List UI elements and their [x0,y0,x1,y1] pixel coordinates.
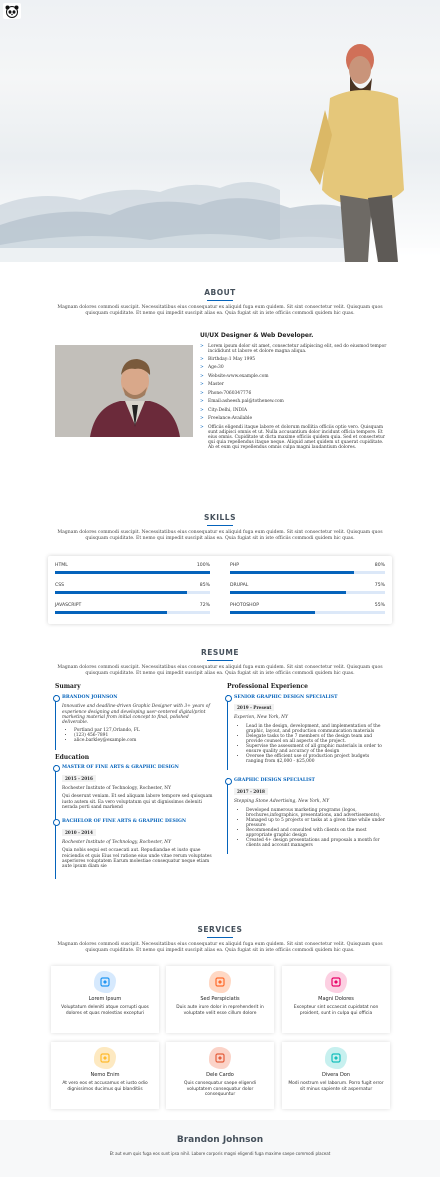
about-item: > Phone:7060347776 [200,390,252,396]
chevron-right-icon: > [200,416,204,422]
chevron-right-icon: > [200,365,204,371]
skills-description: Magnam dolores commodi suscipit. Necessitatibus eius consequatur ex aliquid fuga eum quidem. Sit sint consectetur velit. Quisquam quos quisquam cupiditate. Et nemo qui impedit suscipit alias ea. Quia fugiat sit in iste officiis commodi quidem hic quas. [57,530,383,542]
summary-item: BRANDON JOHNSON Innovative and deadline-driven Graphic Designer with 3+ years of experience designing and developing user-centered digital/print marketing material from initial concept to final, polished deliverable. • Portland par 127,Orlando, FL • (123) 456-7891 • alice.barkley@example.com [55,695,215,750]
chevron-right-icon: > [200,357,204,363]
service-card[interactable]: Lorem Ipsum Voluptatum deleniti atque corrupti quos dolores et quas molestias excepturi [51,966,159,1033]
summary-heading: Sumary [55,683,81,690]
services-title: SERVICES [197,925,243,934]
about-item: > Email:asheesh.pal@tothenew.com [200,399,284,405]
progress-fill [55,571,210,574]
chevron-right-icon: > [200,390,204,396]
chevron-right-icon: > [200,407,204,413]
about-item: > Birthday:1 May 1995 [200,357,256,363]
chevron-right-icon: > [200,343,204,349]
progress-fill [230,571,354,574]
education-item: MASTER OF FINE ARTS & GRAPHIC DESIGN 2015 - 2016 Rochester Institute of Technology, Rochester, NY Qui deserunt veniam. Et sed aliquam labore tempore sed quisquam iusto autem sit. Ea vero voluptatum qui ut dignissimos deleniti nerada porti sand markend [55,765,215,819]
progress-bar [230,571,385,574]
footer [0,1120,440,1177]
about-heading: UI/UX Designer & Web Developer. [200,332,314,339]
services-section [0,925,440,954]
about-item: > City:Delhi, INDIA [200,407,248,413]
about-item: > Officiis eligendi itaque labore et dolorum mollitia officiis optio vero. Quisquam sunt adipisci omnis et ut. Nulla accusantium dolor incidunt officia tempore. Et eius omnis. Cupiditate ut dicta maxime officiis quidem quia. Sed et consectetur qui quia repellendus itaque neque. Aliquid amet quidem ut quaerat cupiditate. Ab et eum qui repellendus omnis culpa magni laudantium dolores. [200,424,385,450]
file-icon [209,971,231,993]
resume-title-underline [207,660,233,661]
about-item: > Website:www.example.com [200,373,269,379]
chevron-right-icon: > [200,424,204,430]
resume-description: Magnam dolores commodi suscipit. Necessitatibus eius consequatur ex aliquid fuga eum quidem. Sit sint consectetur velit. Quisquam quos quisquam cupiditate. Et nemo qui impedit suscipit alias ea. Quia fugiat sit in iste officiis commodi quidem hic quas. [57,665,383,677]
experience-heading: Professional Experience [227,683,308,690]
skill-item: PHP 80% [230,563,385,574]
service-card[interactable]: Magni Dolores Excepteur sint occaecat cupidatat non proident, sunt in culpa qui officia [282,966,390,1033]
arch-icon [325,1047,347,1069]
progress-fill [230,611,315,614]
skill-item: JAVASCRIPT 72% [55,603,210,614]
services-title-underline [207,937,233,938]
about-item: > Lorem ipsum dolor sit amet, consectetur adipiscing elit, sed do eiusmod tempor incididunt ut labore et dolore magna aliqua. [200,343,387,354]
slideshow-icon [209,1047,231,1069]
education-heading: Education [55,753,90,761]
skills-section [0,513,440,542]
about-description: Magnam dolores commodi suscipit. Necessitatibus eius consequatur ex aliquid fuga eum quidem. Sit sint consectetur velit. Quisquam quos quisquam cupiditate. Et nemo qui impedit suscipit alias ea. Quia fugiat sit in iste officiis commodi quidem hic quas. [57,305,383,317]
panda-logo-icon [5,5,19,18]
progress-bar [230,611,385,614]
skills-title-underline [207,525,233,526]
about-item: > Freelance:Available [200,416,253,422]
footer-name: Brandon Johnson [176,1135,264,1145]
chevron-right-icon: > [200,373,204,379]
about-section [0,288,440,317]
about-item: > Master [200,382,224,388]
chevron-right-icon: > [200,399,204,405]
about-title-underline [207,300,233,301]
chevron-right-icon: > [200,382,204,388]
hero-banner [0,0,440,262]
tachometer-icon [325,971,347,993]
service-card[interactable]: Divera Don Modi nostrum vel laborum. Porro fugit error sit minus sapiente sit aspernatur [282,1042,390,1109]
resume-section [0,648,440,677]
footer-text: Et aut eum quis fuga eos sunt ipsa nihil. Labore corporis magni eligendi fuga maxime saepe commodi placeat [109,1151,331,1157]
skill-item: CSS 85% [55,583,210,594]
service-card[interactable]: Dele Cardo Quis consequatur saepe eligendi voluptatem consequatur dolor consequuntur [166,1042,274,1109]
services-description: Magnam dolores commodi suscipit. Necessitatibus eius consequatur ex aliquid fuga eum quidem. Sit sint consectetur velit. Quisquam quos quisquam cupiditate. Et nemo qui impedit suscipit alias ea. Quia fugiat sit in iste officiis commodi quidem hic quas. [57,942,383,954]
about-item: > Age:30 [200,365,224,371]
experience-item: GRAPHIC DESIGN SPECIALIST 2017 - 2018 Stepping Stone Advertising, New York, NY • Developed numerous marketing programs (logos, brochures,infographics, presentations, and advertisements). • Managed up to 5 projects or tasks at a given time while under pressure • Recommended and consulted with clients on the most appropriate graphic design • Created 4+ design presentations and proposals a month for clients and account managers [227,778,387,854]
pulse-icon [94,971,116,993]
skills-card [48,556,392,624]
progress-bar [55,611,210,614]
resume-right-column [227,683,387,854]
hero-image [0,0,440,262]
layer-icon [94,1047,116,1069]
experience-item: SENIOR GRAPHIC DESIGN SPECIALIST 2019 - Present Experion, New York, NY • Lead in the design, development, and implementation of the graphic, layout, and production communication materials • Delegate tasks to the 7 members of the design team and provide counsel on all aspects of the project. • Supervise the assessment of all graphic materials in order to ensure quality and accuracy of the design • Oversee the efficient use of production project budgets ranging from $2,000 - $25,000 [227,695,387,771]
progress-bar [55,591,210,594]
service-card[interactable]: Sed Perspiciatis Duis aute irure dolor in reprehenderit in voluptate velit esse cillum dolore [166,966,274,1033]
skill-item: PHOTOSHOP 55% [230,603,385,614]
service-card[interactable]: Nemo Enim At vero eos et accusamus et iusto odio dignissimos ducimus qui blanditiis [51,1042,159,1109]
progress-fill [55,591,187,594]
progress-fill [230,591,346,594]
skill-item: HTML 100% [55,563,210,574]
skills-title: SKILLS [204,513,236,522]
about-details [200,332,390,453]
about-title: ABOUT [204,288,236,297]
profile-photo [55,345,193,437]
logo[interactable] [3,3,21,19]
progress-bar [230,591,385,594]
resume-left-column [55,683,215,879]
skill-item: DRUPAL 75% [230,583,385,594]
progress-bar [55,571,210,574]
resume-title: RESUME [201,648,239,657]
progress-fill [55,611,167,614]
education-item: BACHELOR OF FINE ARTS & GRAPHIC DESIGN 2010 - 2014 Rochester Institute of Technology, Rochester, NY Quia nobis sequi est occaecati aut. Repudiandae et iusto quae reiciendis et quis Eius vel ratione eius unde vitae rerum voluptates asperiores voluptatem Earum molestiae consequatur neque etiam aute ipsum diam sie [55,819,215,878]
